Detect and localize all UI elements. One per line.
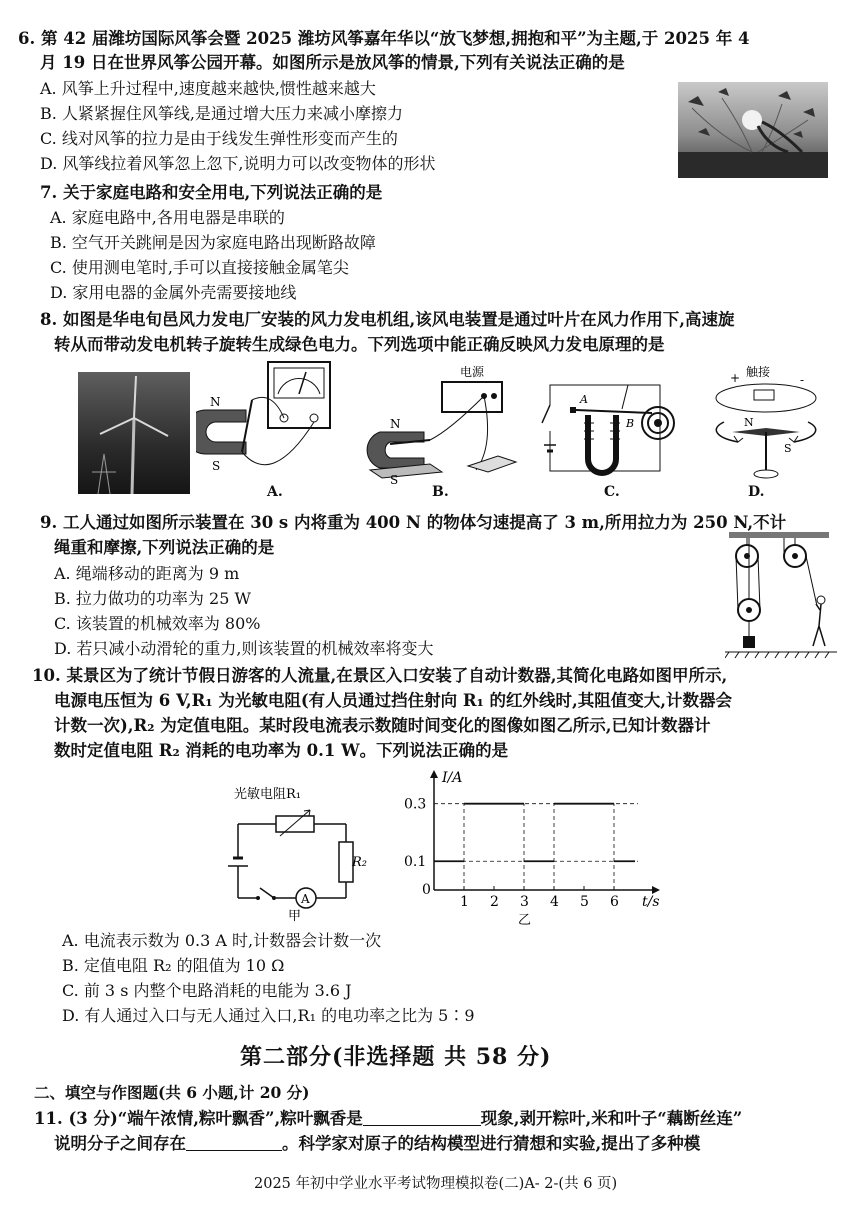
q8-figure-b	[360, 360, 530, 490]
q8-figure-c	[540, 375, 690, 487]
q11-blank-1[interactable]	[363, 1109, 481, 1126]
q9-pulley-figure	[725, 530, 840, 660]
q8-d-contact-label: 触接	[746, 365, 771, 379]
q10-stem-line4: 数时定值电阻 R₂ 消耗的电功率为 0.1 W。下列说法正确的是	[54, 741, 509, 760]
q10-option-b: B. 定值电阻 R₂ 的阻值为 10 Ω	[62, 956, 285, 975]
q9-option-d: D. 若只减小动滑轮的重力,则该装置的机械效率将变大	[54, 639, 434, 658]
q8-figure-d	[710, 362, 820, 486]
q11-line2-text-b: 。科学家对原子的结构模型进行猜想和实验,提出了多种模	[282, 1134, 701, 1153]
graph-y-tick-label: 0.1	[404, 854, 427, 871]
kite-photo	[678, 82, 828, 178]
q6-stem-line1: 6. 第 42 届潍坊国际风筝会暨 2025 潍坊风筝嘉年华以“放飞梦想,拥抱和平”为主题,于 2025 年 4	[18, 29, 750, 48]
q9-option-b: B. 拉力做功的功率为 25 W	[54, 589, 251, 608]
q10-circuit-figure	[222, 782, 382, 922]
q8-c-contact-a: A	[580, 393, 588, 406]
q8-a-n-pole: N	[210, 395, 221, 409]
q8-figure-a	[196, 360, 346, 490]
graph-sub-label: 乙	[518, 913, 532, 928]
q11-line1-text-a: 11. (3 分)“端午浓情,粽叶飘香”,粽叶飘香是	[34, 1109, 363, 1128]
q10-stem-line2: 电源电压恒为 6 V,R₁ 为光敏电阻(有人员通过挡住射向 R₁ 的红外线时,其阻值变大,计数器会	[54, 691, 733, 710]
q10-r2-label: R₂	[352, 855, 367, 870]
q8-b-s-pole: S	[390, 473, 399, 487]
graph-y-tick-label: 0.3	[404, 796, 427, 813]
q6-option-a: A. 风筝上升过程中,速度越来越快,惯性越来越大	[40, 79, 376, 98]
graph-x-tick-label: 0	[422, 882, 431, 898]
q10-photoresistor-label: 光敏电阻R₁	[234, 787, 301, 802]
graph-y-label: I/A	[442, 770, 463, 786]
q7-option-b: B. 空气开关跳闸是因为家庭电路出现断路故障	[50, 233, 376, 252]
graph-x-tick-label: 3	[520, 894, 529, 910]
q8-a-s-pole: S	[212, 459, 221, 473]
graph-x-tick-label: 2	[490, 894, 499, 910]
q11-line2-text-a: 说明分子之间存在	[54, 1134, 186, 1153]
graph-x-tick-label: 1	[460, 894, 469, 910]
q10-jia-label: 甲	[288, 909, 302, 922]
q8-d-s-pole: S	[784, 442, 792, 455]
q10-option-a: A. 电流表示数为 0.3 A 时,计数器会计数一次	[62, 931, 382, 950]
q8-figure-a-label: A.	[267, 484, 283, 500]
part2-title: 第二部分(非选择题 共 58 分)	[240, 1044, 552, 1070]
q11-line1-text-b: 现象,剥开粽叶,米和叶子“藕断丝连”	[480, 1109, 743, 1128]
q8-d-n-pole: N	[744, 416, 754, 429]
graph-x-tick-label: 4	[550, 894, 559, 910]
q8-stem-line2: 转从而带动发电机转子旋转生成绿色电力。下列选项中能正确反映风力发电原理的是	[54, 335, 665, 354]
q8-figure-d-label: D.	[748, 484, 765, 500]
q6-option-c: C. 线对风筝的拉力是由于线发生弹性形变而产生的	[40, 129, 398, 148]
q6-option-b: B. 人紧紧握住风筝线,是通过增大压力来减小摩擦力	[40, 104, 404, 123]
q10-stem-line3: 计数一次),R₂ 为定值电阻。某时段电流表示数随时间变化的图像如图乙所示,已知计数器计	[54, 716, 711, 735]
q7-option-c: C. 使用测电笔时,手可以直接接触金属笔尖	[50, 258, 349, 277]
q11-line2	[54, 1133, 700, 1155]
q8-b-n-pole: N	[390, 417, 401, 431]
q9-stem-line1: 9. 工人通过如图所示装置在 30 s 内将重为 400 N 的物体匀速提高了 3 m,所用拉力为 250 N,不计	[40, 513, 787, 532]
q11-line1	[34, 1108, 742, 1130]
q9-option-a: A. 绳端移动的距离为 9 m	[54, 564, 240, 583]
q6-option-d: D. 风筝线拉着风筝忽上忽下,说明力可以改变物体的形状	[40, 154, 436, 173]
q8-b-source-label: 电源	[460, 365, 485, 379]
q8-figure-c-label: C.	[604, 484, 620, 500]
q8-figure-b-label: B.	[432, 484, 449, 500]
graph-x-tick-label: 6	[610, 894, 619, 910]
q9-option-c: C. 该装置的机械效率为 80%	[54, 614, 261, 633]
wind-turbine-photo	[78, 372, 190, 494]
page-footer: 2025 年初中学业水平考试物理模拟卷(二)A- 2-(共 6 页)	[254, 1176, 618, 1192]
q10-ammeter-label: A	[301, 892, 310, 906]
section-2-heading: 二、填空与作图题(共 6 小题,计 20 分)	[34, 1083, 310, 1102]
q6-stem-line2: 月 19 日在世界风筝公园开幕。如图所示是放风筝的情景,下列有关说法正确的是	[40, 53, 625, 72]
q10-option-d: D. 有人通过入口与无人通过入口,R₁ 的电功率之比为 5∶9	[62, 1006, 475, 1025]
q10-current-time-graph	[400, 766, 670, 928]
q9-stem-line2: 绳重和摩擦,下列说法正确的是	[54, 538, 275, 557]
q10-stem-line1: 10. 某景区为了统计节假日游客的人流量,在景区入口安装了自动计数器,其简化电路如图甲所示,	[32, 666, 728, 685]
graph-x-tick-label: 5	[580, 894, 589, 910]
q7-option-d: D. 家用电器的金属外壳需要接地线	[50, 283, 297, 302]
q8-c-contact-b: B	[626, 417, 635, 430]
q7-stem: 7. 关于家庭电路和安全用电,下列说法正确的是	[40, 183, 383, 202]
graph-x-label: t/s	[642, 894, 660, 910]
q11-blank-2[interactable]	[186, 1134, 282, 1151]
q8-d-minus: -	[800, 373, 805, 387]
q8-stem-line1: 8. 如图是华电旬邑风力发电厂安装的风力发电机组,该风电装置是通过叶片在风力作用下,高速旋	[40, 310, 735, 329]
q7-option-a: A. 家庭电路中,各用电器是串联的	[50, 208, 285, 227]
q8-d-plus: +	[730, 371, 741, 385]
q10-option-c: C. 前 3 s 内整个电路消耗的电能为 3.6 J	[62, 981, 352, 1000]
